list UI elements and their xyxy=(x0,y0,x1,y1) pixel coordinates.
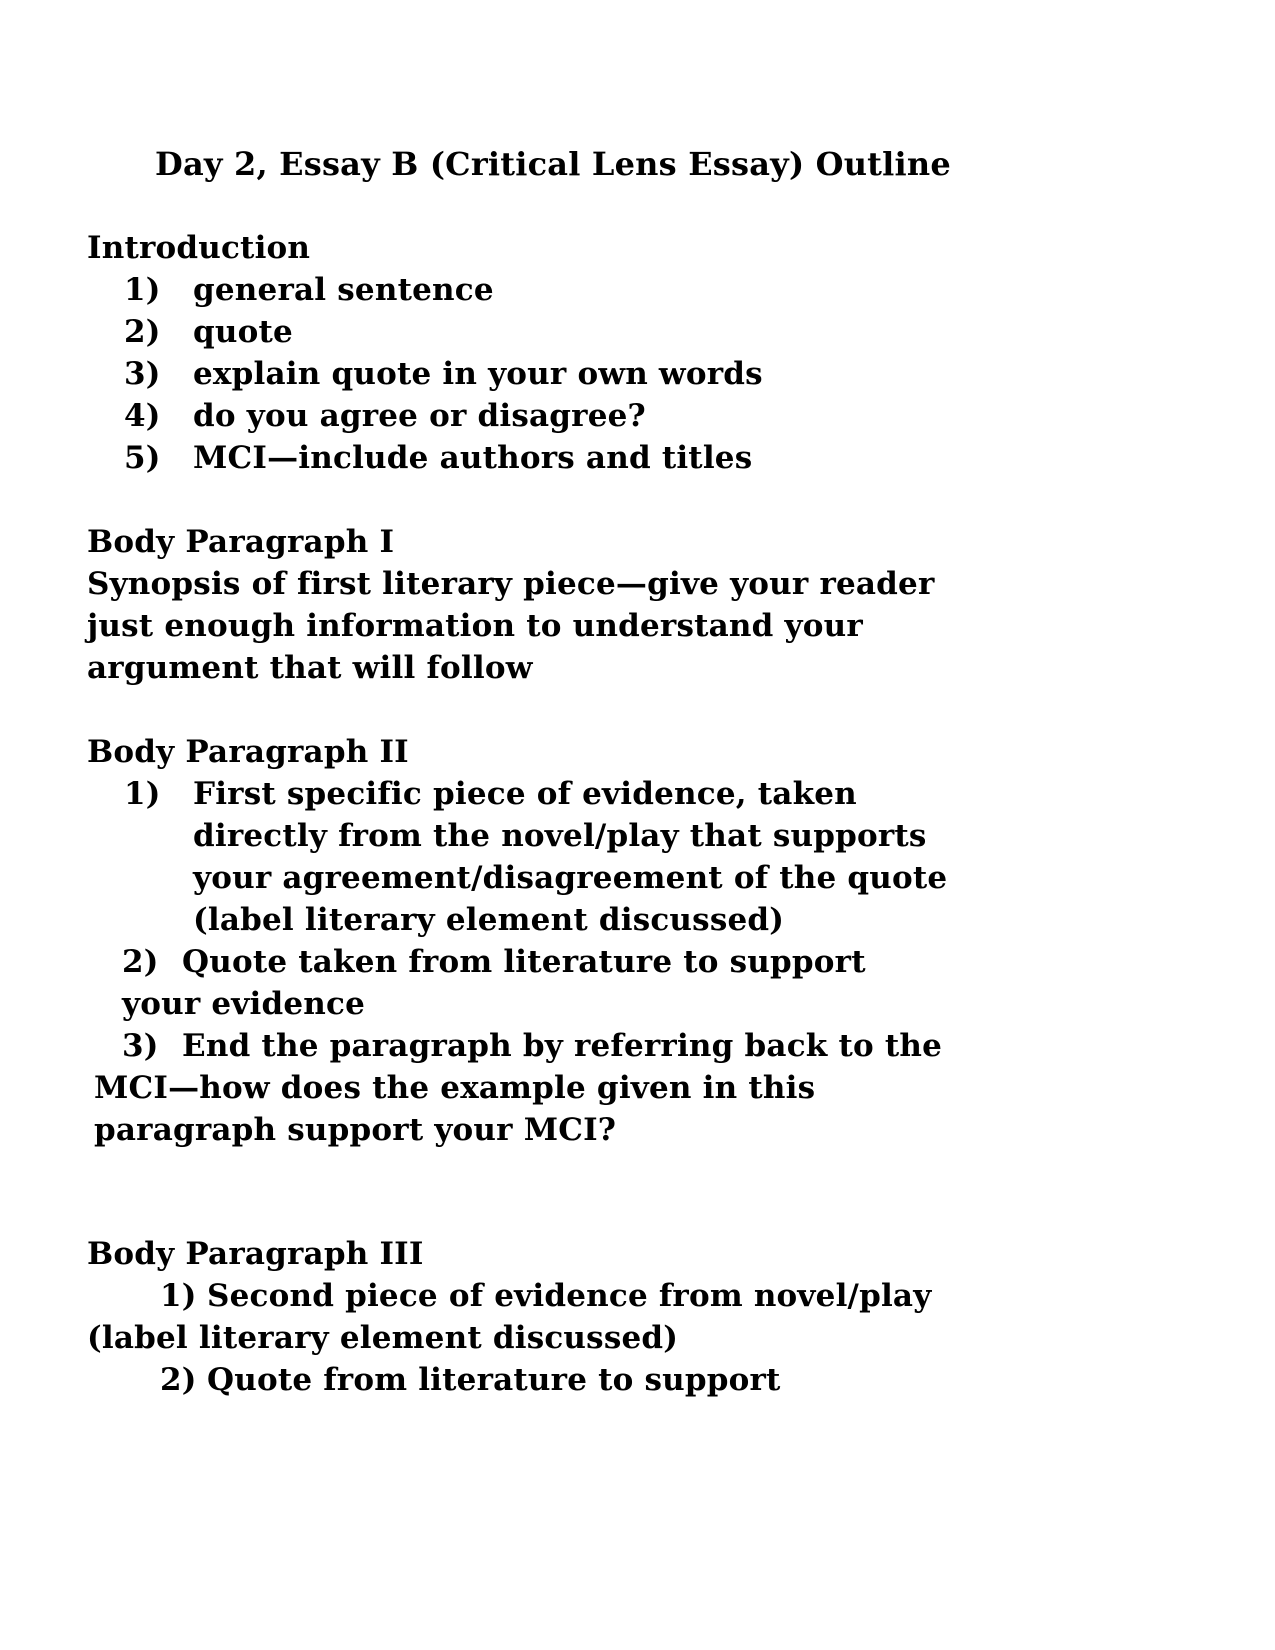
body2-item-3-line-1: End the paragraph by referring back to the xyxy=(182,1028,943,1064)
intro-item-2-text: quote xyxy=(193,314,293,350)
body3-item-1-line-2: (label literary element discussed) xyxy=(87,1320,679,1356)
body2-item-3-line-3: paragraph support your MCI? xyxy=(94,1112,617,1148)
body2-item-2-line-1: Quote taken from literature to support xyxy=(182,944,866,980)
body1-line-3: argument that will follow xyxy=(87,650,533,686)
intro-item-3-text: explain quote in your own words xyxy=(193,356,763,392)
body2-item-1-line-4: (label literary element discussed) xyxy=(193,902,785,938)
intro-item-4-number: 4) xyxy=(124,398,161,434)
section-heading-body-paragraph-1: Body Paragraph I xyxy=(87,524,395,560)
body2-item-2-number: 2) xyxy=(122,944,159,980)
body2-item-1-line-3: your agreement/disagreement of the quote xyxy=(193,860,948,896)
body2-item-3-number: 3) xyxy=(122,1028,159,1064)
body2-item-1-line-2: directly from the novel/play that supports xyxy=(193,818,927,854)
intro-item-2-number: 2) xyxy=(124,314,161,350)
body1-line-2: just enough information to understand your xyxy=(87,608,863,644)
body2-item-3-line-2: MCI—how does the example given in this xyxy=(94,1070,816,1106)
intro-item-1-text: general sentence xyxy=(193,272,494,308)
intro-item-4-text: do you agree or disagree? xyxy=(193,398,646,434)
intro-item-3-number: 3) xyxy=(124,356,161,392)
body2-item-2-line-2: your evidence xyxy=(122,986,366,1022)
body2-item-1-line-1: First specific piece of evidence, taken xyxy=(193,776,857,812)
body3-item-2-line-1: Quote from literature to support xyxy=(207,1362,781,1398)
body3-item-1-line-1: Second piece of evidence from novel/play xyxy=(207,1278,932,1314)
document-title: Day 2, Essay B (Critical Lens Essay) Outline xyxy=(155,145,951,183)
body1-line-1: Synopsis of first literary piece—give your reader xyxy=(87,566,935,602)
section-heading-body-paragraph-3: Body Paragraph III xyxy=(87,1236,424,1272)
body3-item-1-number: 1) xyxy=(160,1278,197,1314)
intro-item-5-number: 5) xyxy=(124,440,161,476)
intro-item-5-text: MCI—include authors and titles xyxy=(193,440,753,476)
intro-item-1-number: 1) xyxy=(124,272,161,308)
section-heading-introduction: Introduction xyxy=(87,230,311,266)
body3-item-2-number: 2) xyxy=(160,1362,197,1398)
section-heading-body-paragraph-2: Body Paragraph II xyxy=(87,734,409,770)
body2-item-1-number: 1) xyxy=(124,776,161,812)
